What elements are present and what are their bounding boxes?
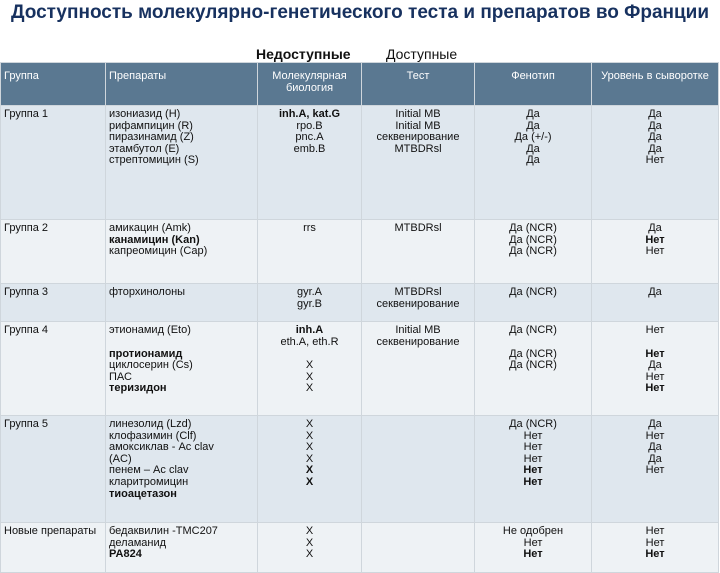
serum-item: Нет <box>645 154 665 167</box>
phenotype-item: Да <box>526 108 540 120</box>
serum-item: Да <box>648 359 662 372</box>
phenotype-item: Да (NCR) <box>509 222 557 234</box>
serum-item: Нет <box>645 347 665 360</box>
cell-drugs <box>106 106 258 220</box>
phenotype-item: Да (NCR) <box>509 324 557 336</box>
serum-item: Нет <box>645 233 665 246</box>
molbio-item: X <box>305 370 314 383</box>
drug-item: ПАС <box>109 370 132 383</box>
drug-item: клофазимин (Clf) <box>109 429 197 442</box>
header-group: Группа <box>1 63 106 106</box>
table-row <box>1 220 719 284</box>
serum-item: Да <box>648 222 662 234</box>
cell-test <box>362 416 475 523</box>
table-header-row <box>1 63 719 106</box>
molbio-item: eth.A, eth.R <box>280 335 339 348</box>
cell-serum <box>592 416 719 523</box>
phenotype-item: Да (NCR) <box>509 233 557 246</box>
molbio-item: inh.A, kat.G <box>278 108 341 120</box>
molbio-item: X <box>305 536 314 549</box>
molbio-item: X <box>305 464 314 477</box>
serum-item: Нет <box>645 245 665 258</box>
test-item: секвенирование <box>376 297 460 310</box>
cell-phenotype <box>475 220 592 284</box>
legend <box>0 46 720 62</box>
cell-drugs <box>106 322 258 416</box>
serum-item: Да <box>648 441 662 454</box>
test-item: MTBDRsl <box>394 142 442 155</box>
molbio-item: X <box>305 525 314 537</box>
cell-drugs <box>106 416 258 523</box>
serum-item: Да <box>648 286 662 298</box>
drug-item: кларитромицин <box>109 475 189 488</box>
drug-item: пиразинамид (Z) <box>109 131 194 144</box>
table-row <box>1 416 719 523</box>
cell-group: Группа 5 <box>1 416 106 523</box>
serum-item: Нет <box>645 382 665 395</box>
molbio-item: gyr.A <box>296 286 323 298</box>
serum-item: Нет <box>645 536 665 549</box>
test-item: Initial MB <box>395 108 441 120</box>
drug-item: амоксиклав - Ac clav <box>109 441 214 454</box>
cell-molbio <box>258 322 362 416</box>
cell-molbio <box>258 523 362 573</box>
serum-item: Нет <box>645 324 665 336</box>
serum-item: Нет <box>645 464 665 477</box>
cell-test <box>362 523 475 573</box>
cell-test <box>362 322 475 416</box>
molbio-item: gyr.B <box>296 297 323 310</box>
header-serum: Уровень в сыворотке <box>592 63 719 106</box>
cell-test <box>362 106 475 220</box>
cell-test <box>362 220 475 284</box>
molbio-item: X <box>305 382 314 395</box>
molbio-item: X <box>305 548 314 561</box>
drug-item: бедаквилин -TMC207 <box>109 525 218 537</box>
drug-item: этионамид (Eto) <box>109 324 191 336</box>
molbio-item: rrs <box>303 222 316 234</box>
molbio-item: X <box>305 359 314 372</box>
cell-drugs <box>106 220 258 284</box>
cell-group: Группа 1 <box>1 106 106 220</box>
drug-item: линезолид (Lzd) <box>109 418 192 430</box>
test-item: Initial MB <box>395 119 441 132</box>
phenotype-item: Нет <box>523 464 543 477</box>
spacer <box>595 337 715 349</box>
serum-item: Нет <box>645 525 665 537</box>
table-row <box>1 523 719 573</box>
cell-group: Группа 2 <box>1 220 106 284</box>
drug-item: этамбутол (E) <box>109 142 180 155</box>
drug-item: пенем – Ac clav <box>109 464 189 477</box>
phenotype-item: Нет <box>523 548 543 561</box>
cell-phenotype <box>475 523 592 573</box>
legend-unavailable: Недоступные <box>256 46 351 62</box>
phenotype-item: Да (NCR) <box>509 286 557 298</box>
serum-item: Да <box>648 108 662 120</box>
phenotype-item: Да (NCR) <box>509 359 557 372</box>
cell-drugs <box>106 523 258 573</box>
test-item: секвенирование <box>376 335 460 348</box>
page-title: Доступность молекулярно-генетического теста и препаратов во Франции <box>10 2 710 23</box>
cell-phenotype <box>475 322 592 416</box>
cell-phenotype <box>475 284 592 322</box>
header-drugs: Препараты <box>106 63 258 106</box>
serum-item: Нет <box>645 429 665 442</box>
drug-item: рифампицин (R) <box>109 119 193 132</box>
cell-serum <box>592 322 719 416</box>
serum-item: Да <box>648 452 662 465</box>
phenotype-item: Да <box>526 119 540 132</box>
cell-serum <box>592 284 719 322</box>
cell-group: Новые препараты <box>1 523 106 573</box>
molbio-item: X <box>305 452 314 465</box>
header-phenotype: Фенотип <box>475 63 592 106</box>
drug-item: амикацин (Amk) <box>109 222 191 234</box>
cell-group: Группа 3 <box>1 284 106 322</box>
drug-item: фторхинолоны <box>109 286 186 298</box>
cell-molbio <box>258 416 362 523</box>
table-row <box>1 284 719 322</box>
cell-drugs <box>106 284 258 322</box>
molbio-item: rpo.B <box>296 119 323 132</box>
table-row <box>1 106 719 220</box>
serum-item: Да <box>648 119 662 132</box>
serum-item: Да <box>648 142 662 155</box>
cell-test <box>362 284 475 322</box>
molbio-item: inh.A <box>295 324 324 336</box>
phenotype-item: Да (NCR) <box>509 347 557 360</box>
cell-phenotype <box>475 416 592 523</box>
phenotype-item: Нет <box>523 441 543 454</box>
cell-serum <box>592 220 719 284</box>
drug-item: капреомицин (Cap) <box>109 245 208 258</box>
serum-item: Нет <box>645 370 665 383</box>
phenotype-item: Да <box>526 142 540 155</box>
molbio-item: X <box>305 475 314 488</box>
table-row <box>1 322 719 416</box>
cell-phenotype <box>475 106 592 220</box>
molbio-item: pnc.A <box>295 131 324 144</box>
cell-molbio <box>258 220 362 284</box>
phenotype-item: Да <box>526 154 540 167</box>
legend-available: Доступные <box>386 46 458 62</box>
spacer <box>109 337 254 349</box>
cell-molbio <box>258 106 362 220</box>
serum-item: Да <box>648 131 662 144</box>
molbio-item: X <box>305 441 314 454</box>
phenotype-item: Нет <box>523 429 543 442</box>
drug-item: канамицин (Kan) <box>109 233 200 246</box>
molbio-item: emb.B <box>293 142 326 155</box>
drug-item: изониазид (H) <box>109 108 181 120</box>
drug-item: теризидон <box>109 382 167 395</box>
cell-serum <box>592 106 719 220</box>
cell-group: Группа 4 <box>1 322 106 416</box>
test-item: секвенирование <box>376 131 460 144</box>
phenotype-item: Нет <box>523 536 543 549</box>
phenotype-item: Да (NCR) <box>509 245 557 258</box>
phenotype-item: Да (+/-) <box>514 131 552 144</box>
test-item: Initial MB <box>395 324 441 336</box>
molbio-item: X <box>305 418 314 430</box>
drug-item: циклосерин (Cs) <box>109 359 193 372</box>
spacer <box>478 337 588 349</box>
serum-item: Да <box>648 418 662 430</box>
header-molbio: Молекулярная биология <box>258 63 362 106</box>
phenotype-item: Да (NCR) <box>509 418 557 430</box>
drug-item: деламанид <box>109 536 167 549</box>
test-item: MTBDRsl <box>394 222 442 234</box>
drug-item: протионамид <box>109 347 183 360</box>
header-test: Тест <box>362 63 475 106</box>
phenotype-item: Нет <box>523 475 543 488</box>
test-item: MTBDRsl <box>394 286 442 298</box>
molbio-item: X <box>305 429 314 442</box>
phenotype-item: Нет <box>523 452 543 465</box>
drug-item: PA824 <box>109 548 142 561</box>
serum-item: Нет <box>645 548 665 561</box>
drug-item: стрептомицин (S) <box>109 154 199 167</box>
drug-item: тиоацетазон <box>109 487 177 500</box>
availability-table <box>0 62 719 573</box>
cell-molbio <box>258 284 362 322</box>
phenotype-item: Не одобрен <box>502 525 564 537</box>
drug-item: (AC) <box>109 452 132 465</box>
cell-serum <box>592 523 719 573</box>
